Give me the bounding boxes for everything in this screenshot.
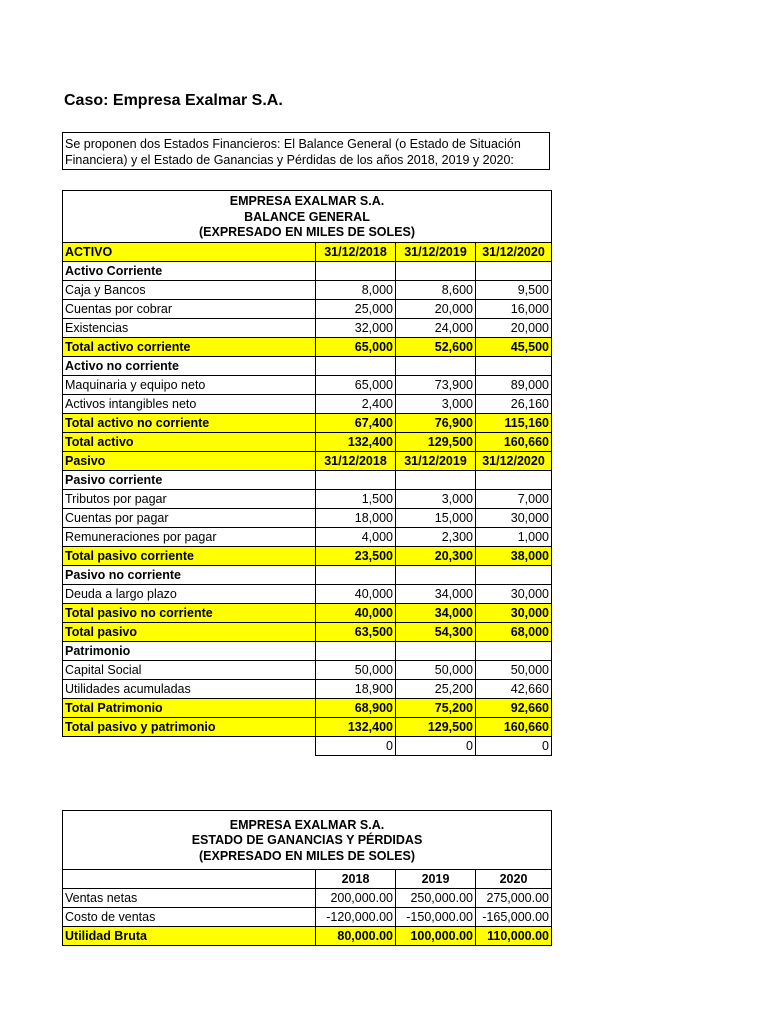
row-label: Utilidades acumuladas	[63, 680, 316, 699]
row-value	[476, 566, 552, 585]
row-value: 31/12/2018	[316, 243, 396, 262]
row-value: 132,400	[316, 718, 396, 737]
row-value: 68,000	[476, 623, 552, 642]
row-value: 200,000.00	[316, 889, 396, 908]
row-value: -165,000.00	[476, 908, 552, 927]
row-value: 25,200	[396, 680, 476, 699]
check-value: 0	[396, 737, 476, 756]
row-value: 9,500	[476, 281, 552, 300]
row-label: Capital Social	[63, 661, 316, 680]
row-value: 24,000	[396, 319, 476, 338]
row-value	[396, 642, 476, 661]
row-label: Patrimonio	[63, 642, 316, 661]
row-value: 40,000	[316, 604, 396, 623]
row-label: Total pasivo	[63, 623, 316, 642]
table-row	[63, 471, 552, 490]
row-value	[476, 471, 552, 490]
row-value: 73,900	[396, 376, 476, 395]
row-value: 16,000	[476, 300, 552, 319]
row-value: 76,900	[396, 414, 476, 433]
table-row	[63, 889, 552, 908]
row-value: -120,000.00	[316, 908, 396, 927]
row-value: 26,160	[476, 395, 552, 414]
row-value: 20,300	[396, 547, 476, 566]
income-company-title: EMPRESA EXALMAR S.A.	[229, 817, 385, 832]
row-value	[316, 357, 396, 376]
row-value: 3,000	[396, 490, 476, 509]
row-value: 129,500	[396, 718, 476, 737]
income-year-header-row	[63, 870, 552, 889]
row-value	[476, 642, 552, 661]
row-label: Total pasivo corriente	[63, 547, 316, 566]
row-value: 2,400	[316, 395, 396, 414]
table-row	[63, 338, 552, 357]
row-value: 68,900	[316, 699, 396, 718]
row-value: 31/12/2020	[476, 452, 552, 471]
check-value: 0	[476, 737, 552, 756]
row-value: 34,000	[396, 585, 476, 604]
table-row	[63, 490, 552, 509]
row-value: 65,000	[316, 338, 396, 357]
row-value: 100,000.00	[396, 927, 476, 946]
row-value: 80,000.00	[316, 927, 396, 946]
row-label: Cuentas por cobrar	[63, 300, 316, 319]
row-value: 23,500	[316, 547, 396, 566]
row-value: 32,000	[316, 319, 396, 338]
row-label: Activo Corriente	[63, 262, 316, 281]
income-year-blank	[63, 870, 316, 889]
year-2018: 2018	[316, 870, 396, 889]
row-value: 132,400	[316, 433, 396, 452]
balance-company-title: EMPRESA EXALMAR S.A.	[229, 194, 385, 209]
row-value: 30,000	[476, 509, 552, 528]
row-label: Tributos por pagar	[63, 490, 316, 509]
table-row	[63, 547, 552, 566]
row-value: 7,000	[476, 490, 552, 509]
row-value: 18,000	[316, 509, 396, 528]
table-row	[63, 642, 552, 661]
row-value	[476, 262, 552, 281]
check-blank	[63, 737, 316, 756]
row-value: 40,000	[316, 585, 396, 604]
row-value: 8,000	[316, 281, 396, 300]
row-value	[316, 262, 396, 281]
row-value: 31/12/2019	[396, 243, 476, 262]
balance-header	[63, 191, 552, 243]
table-row	[63, 414, 552, 433]
row-value: 25,000	[316, 300, 396, 319]
balance-check-row	[63, 737, 552, 756]
table-row	[63, 908, 552, 927]
table-row	[63, 718, 552, 737]
row-value: 50,000	[396, 661, 476, 680]
row-value: 1,000	[476, 528, 552, 547]
row-value	[396, 357, 476, 376]
row-value: 110,000.00	[476, 927, 552, 946]
row-value: 1,500	[316, 490, 396, 509]
row-value: 160,660	[476, 718, 552, 737]
row-value: 20,000	[396, 300, 476, 319]
year-2019: 2019	[396, 870, 476, 889]
table-row	[63, 661, 552, 680]
table-row	[63, 395, 552, 414]
row-value	[476, 357, 552, 376]
row-value: 75,200	[396, 699, 476, 718]
income-statement-table	[62, 810, 552, 946]
row-value: 67,400	[316, 414, 396, 433]
row-value: 34,000	[396, 604, 476, 623]
row-label: Pasivo no corriente	[63, 566, 316, 585]
row-value: 89,000	[476, 376, 552, 395]
table-row	[63, 604, 552, 623]
row-value: 65,000	[316, 376, 396, 395]
row-value	[316, 566, 396, 585]
row-label: Existencias	[63, 319, 316, 338]
row-value: 250,000.00	[396, 889, 476, 908]
table-row	[63, 699, 552, 718]
row-value	[396, 471, 476, 490]
row-value: 31/12/2018	[316, 452, 396, 471]
table-row	[63, 262, 552, 281]
row-value: 8,600	[396, 281, 476, 300]
row-value: 30,000	[476, 604, 552, 623]
table-row	[63, 357, 552, 376]
row-label: Total activo corriente	[63, 338, 316, 357]
balance-sheet-title: BALANCE GENERAL	[244, 209, 370, 224]
table-row	[63, 566, 552, 585]
row-value: 15,000	[396, 509, 476, 528]
row-label: Ventas netas	[63, 889, 316, 908]
row-label: ACTIVO	[63, 243, 316, 262]
row-value	[396, 262, 476, 281]
row-label: Pasivo corriente	[63, 471, 316, 490]
row-value: 275,000.00	[476, 889, 552, 908]
row-value: -150,000.00	[396, 908, 476, 927]
row-label: Remuneraciones por pagar	[63, 528, 316, 547]
intro-text-box	[62, 132, 550, 170]
row-value	[316, 642, 396, 661]
row-value	[396, 566, 476, 585]
row-value: 50,000	[476, 661, 552, 680]
table-row	[63, 927, 552, 946]
check-value: 0	[316, 737, 396, 756]
table-row	[63, 300, 552, 319]
row-value	[316, 471, 396, 490]
row-value: 42,660	[476, 680, 552, 699]
table-row	[63, 509, 552, 528]
row-value: 54,300	[396, 623, 476, 642]
row-label: Total activo	[63, 433, 316, 452]
row-value: 52,600	[396, 338, 476, 357]
row-value: 115,160	[476, 414, 552, 433]
balance-sheet-table	[62, 190, 552, 756]
table-row	[63, 281, 552, 300]
row-label: Total activo no corriente	[63, 414, 316, 433]
table-row	[63, 528, 552, 547]
income-header	[63, 811, 552, 870]
row-value: 50,000	[316, 661, 396, 680]
row-value: 4,000	[316, 528, 396, 547]
row-value: 45,500	[476, 338, 552, 357]
case-title: Caso: Empresa Exalmar S.A.	[64, 92, 283, 109]
table-row	[63, 319, 552, 338]
row-label: Maquinaria y equipo neto	[63, 376, 316, 395]
row-label: Total pasivo no corriente	[63, 604, 316, 623]
row-label: Caja y Bancos	[63, 281, 316, 300]
table-row	[63, 452, 552, 471]
intro-line-1: Se proponen dos Estados Financieros: El Balance General (o Estado de Situación	[65, 137, 521, 151]
table-row	[63, 623, 552, 642]
row-label: Activo no corriente	[63, 357, 316, 376]
row-label: Deuda a largo plazo	[63, 585, 316, 604]
row-value: 3,000	[396, 395, 476, 414]
row-value: 92,660	[476, 699, 552, 718]
row-value: 30,000	[476, 585, 552, 604]
balance-units-title: (EXPRESADO EN MILES DE SOLES)	[198, 225, 415, 240]
table-row	[63, 433, 552, 452]
row-value: 63,500	[316, 623, 396, 642]
income-statement-title: ESTADO DE GANANCIAS Y PÉRDIDAS	[191, 833, 423, 848]
row-value: 18,900	[316, 680, 396, 699]
row-value: 31/12/2019	[396, 452, 476, 471]
income-units-title: (EXPRESADO EN MILES DE SOLES)	[198, 848, 415, 863]
row-value: 2,300	[396, 528, 476, 547]
row-label: Activos intangibles neto	[63, 395, 316, 414]
row-value: 38,000	[476, 547, 552, 566]
year-2020: 2020	[476, 870, 552, 889]
row-value: 31/12/2020	[476, 243, 552, 262]
row-value: 129,500	[396, 433, 476, 452]
row-value: 20,000	[476, 319, 552, 338]
table-row	[63, 680, 552, 699]
table-row	[63, 585, 552, 604]
row-label: Total pasivo y patrimonio	[63, 718, 316, 737]
table-row	[63, 376, 552, 395]
row-label: Total Patrimonio	[63, 699, 316, 718]
intro-line-2: Financiera) y el Estado de Ganancias y Pérdidas de los años 2018, 2019 y 2020:	[65, 153, 514, 167]
row-value: 160,660	[476, 433, 552, 452]
row-label: Pasivo	[63, 452, 316, 471]
table-row	[63, 243, 552, 262]
row-label: Cuentas por pagar	[63, 509, 316, 528]
row-label: Costo de ventas	[63, 908, 316, 927]
row-label: Utilidad Bruta	[63, 927, 316, 946]
